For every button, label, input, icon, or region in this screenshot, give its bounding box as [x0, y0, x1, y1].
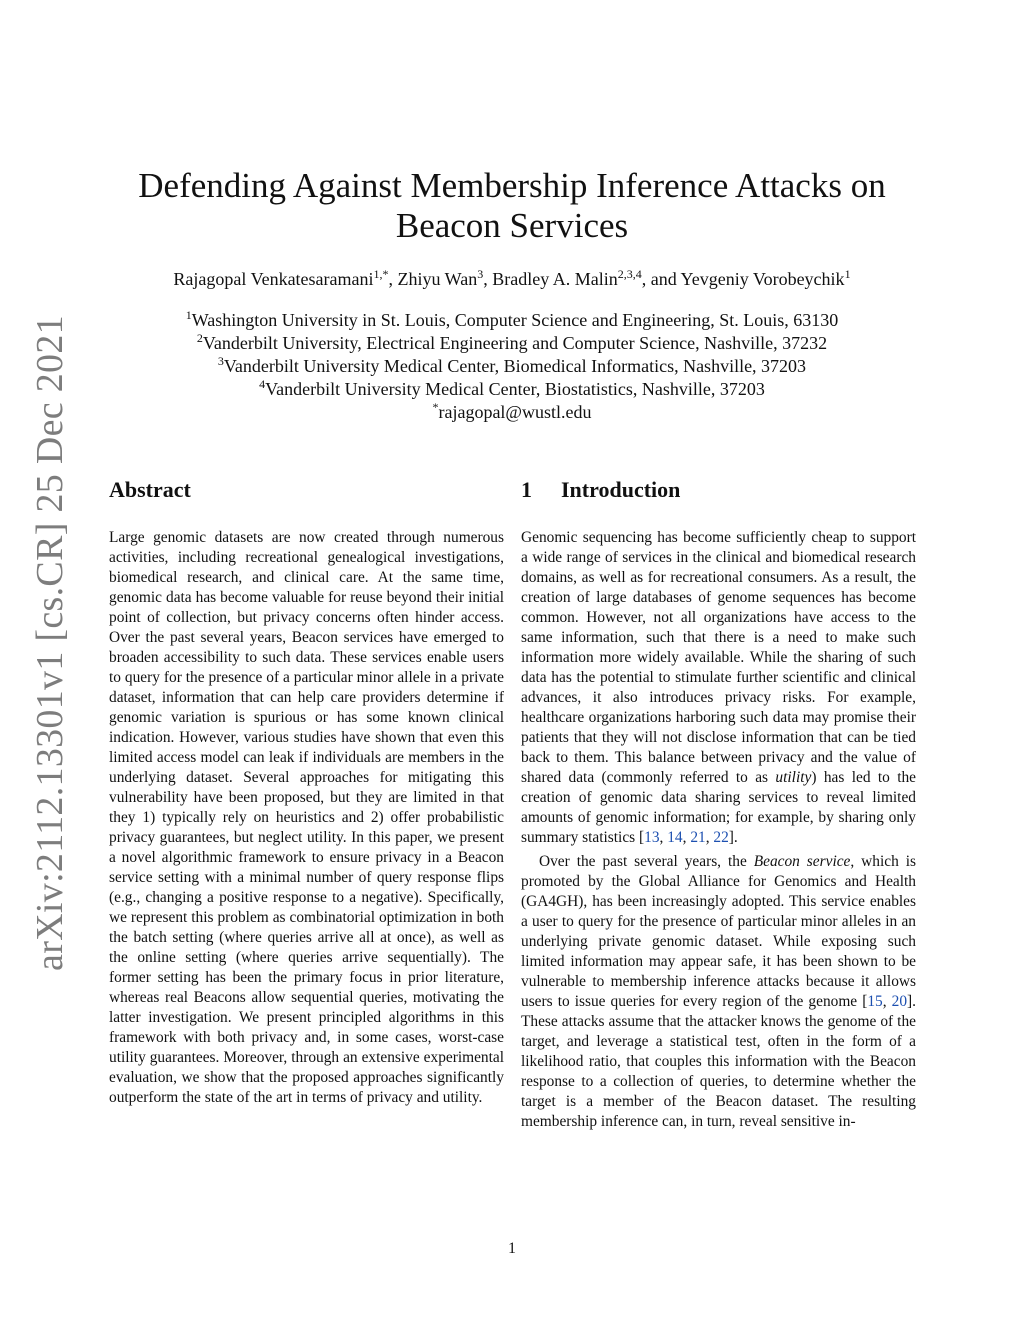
citation-group	[644, 829, 729, 846]
author-affiliation-marker: 3	[477, 267, 484, 281]
text-run: Genomic sequencing has become sufficiently cheap to support a wide range of services in the clinical and biomedical research domains, as well as for recreational consumers. As a result, the creation of large databases of genome sequences has become common. However, not all organizations have access to the same information, such that there is a need to make such information more widely available. While the sharing of such data has the potential to stimulate further scientific and clinical advances, it also introduces privacy risks. For example, healthcare organizations harboring such data may promise their patients that they will not disclose information that can be tied back to them. This balance between privacy and the value of shared data (commonly referred to as	[521, 529, 916, 786]
author-name: Yevgeniy Vorobeychik	[680, 269, 845, 289]
author-separator: , and	[641, 269, 681, 289]
author-affiliation-marker: 2,3,4	[617, 267, 642, 281]
introduction-column	[521, 476, 916, 1132]
text-run: , which is promoted by the Global Alliance for Genomics and Health (GA4GH), has been increasingly adopted. This service enables a user to query for the presence of particular minor alleles in an underlying private genomic dataset. While exposing such limited information may appear safe, it has been shown to be vulnerable to membership inference attacks because it allows users to issue queries for every region of the genome [	[521, 853, 916, 1010]
author-affiliation-marker: 1,*	[373, 267, 389, 281]
arxiv-sidebar	[29, 315, 71, 971]
citation-separator: ,	[659, 829, 668, 846]
affiliation-marker: 4	[259, 377, 266, 391]
text-run: Over the past several years, the	[539, 853, 754, 870]
title-line-2: Beacon Services	[395, 206, 629, 245]
affiliation-marker: 3	[217, 354, 224, 368]
citation-link[interactable]: 14	[667, 829, 683, 846]
affiliation-line	[60, 309, 964, 332]
author-name: Zhiyu Wan	[397, 269, 478, 289]
citation-link[interactable]: 22	[713, 829, 729, 846]
affiliation-line	[60, 378, 964, 401]
affiliation-list	[60, 309, 964, 424]
affiliation-marker: *	[432, 400, 439, 414]
citation-link[interactable]: 13	[644, 829, 660, 846]
affiliation-text: Washington University in St. Louis, Computer Science and Engineering, St. Louis, 63130	[191, 310, 839, 330]
section-number: 1	[521, 477, 532, 502]
citation-link[interactable]: 21	[690, 829, 706, 846]
citation-link[interactable]: 15	[867, 993, 883, 1010]
affiliation-text: Vanderbilt University Medical Center, Biomedical Informatics, Nashville, 37203	[223, 356, 807, 376]
author-separator: ,	[483, 269, 493, 289]
affiliation-line	[60, 355, 964, 378]
emphasis-text: utility	[775, 769, 812, 786]
citation-separator: ,	[705, 829, 714, 846]
paper-title	[100, 166, 924, 246]
emphasis-text: Beacon service	[753, 853, 851, 870]
affiliation-marker: 1	[185, 308, 192, 322]
text-run: ]. These attacks assume that the attacker knows the genome of the target, and leverage a statistical test, often in the form of a likelihood ratio, that couples this information with the Beacon response to a collection of queries, to determine whether the target is a member of the Beacon dataset. The resulting membership inference can, in turn, reveal sensitive in-	[521, 993, 916, 1130]
arxiv-identifier: arXiv:2112.13301v1 [cs.CR] 25 Dec 2021	[29, 315, 71, 971]
affiliation-line	[60, 332, 964, 355]
author-affiliation-marker: 1	[844, 267, 851, 281]
affiliation-text: Vanderbilt University Medical Center, Biostatistics, Nashville, 37203	[265, 379, 765, 399]
title-line-1: Defending Against Membership Inference Attacks on	[138, 166, 886, 205]
introduction-heading	[521, 476, 916, 504]
contact-email[interactable]: rajagopal@wustl.edu	[438, 402, 592, 422]
citation-group	[867, 993, 907, 1010]
text-run: ) has led to the creation of genomic data sharing services to reveal limited amounts of genomic information; for example, by sharing only summary statistics [	[521, 769, 917, 846]
affiliation-marker: 2	[196, 331, 203, 345]
author-name: Rajagopal Venkatesaramani	[173, 269, 374, 289]
intro-paragraph-2	[521, 852, 916, 1132]
affiliation-line[interactable]	[60, 401, 964, 424]
citation-separator: ,	[882, 993, 892, 1010]
citation-separator: ,	[682, 829, 691, 846]
section-title: Introduction	[561, 477, 681, 502]
abstract-column	[109, 476, 504, 1108]
intro-paragraph-1	[521, 528, 916, 848]
affiliation-text: Vanderbilt University, Electrical Engineering and Computer Science, Nashville, 37232	[202, 333, 828, 353]
abstract-heading: Abstract	[109, 477, 191, 502]
abstract-text: Large genomic datasets are now created through numerous activities, including recreational genealogical investigations, biomedical research, and clinical care. At the same time, genomic data has become valuable for reuse beyond their initial point of collection, but privacy concerns often hinder access. Over the past several years, Beacon services have emerged to broaden accessibility to such data. These services enable users to query for the presence of a particular minor allele in a private dataset, information that can help care providers determine if genomic variation is spurious or has some known clinical indication. However, various studies have shown that even this limited access model can leak if individuals are members in the underlying dataset. Several approaches for mitigating this vulnerability have been proposed, but they are limited in that they 1) typically rely on heuristics and 2) offer probabilistic privacy guarantees, but neglect utility. In this paper, we present a novel algorithmic framework to ensure privacy in a Beacon service setting with a minimal number of query response flips (e.g., changing a positive response to a negative). Specifically, we represent this problem as combinatorial optimization in both the batch setting (where queries arrive all at once), as well as the online setting (where queries arrive sequentially). The former setting has been the primary focus in prior literature, whereas real Beacons allow sequential queries, motivating the latter investigation. We present principled algorithms in this framework with both privacy and, in some cases, worst-case utility guarantees. Moreover, through an extensive experimental evaluation, we show that the proposed approaches significantly outperform the state of the art in terms of privacy and utility.	[109, 529, 504, 1106]
author-name: Bradley A. Malin	[492, 269, 618, 289]
text-run: ].	[728, 829, 738, 846]
citation-link[interactable]: 20	[891, 993, 908, 1010]
page-number: 1	[508, 1240, 516, 1257]
author-list	[60, 268, 964, 290]
author-separator: ,	[388, 269, 398, 289]
